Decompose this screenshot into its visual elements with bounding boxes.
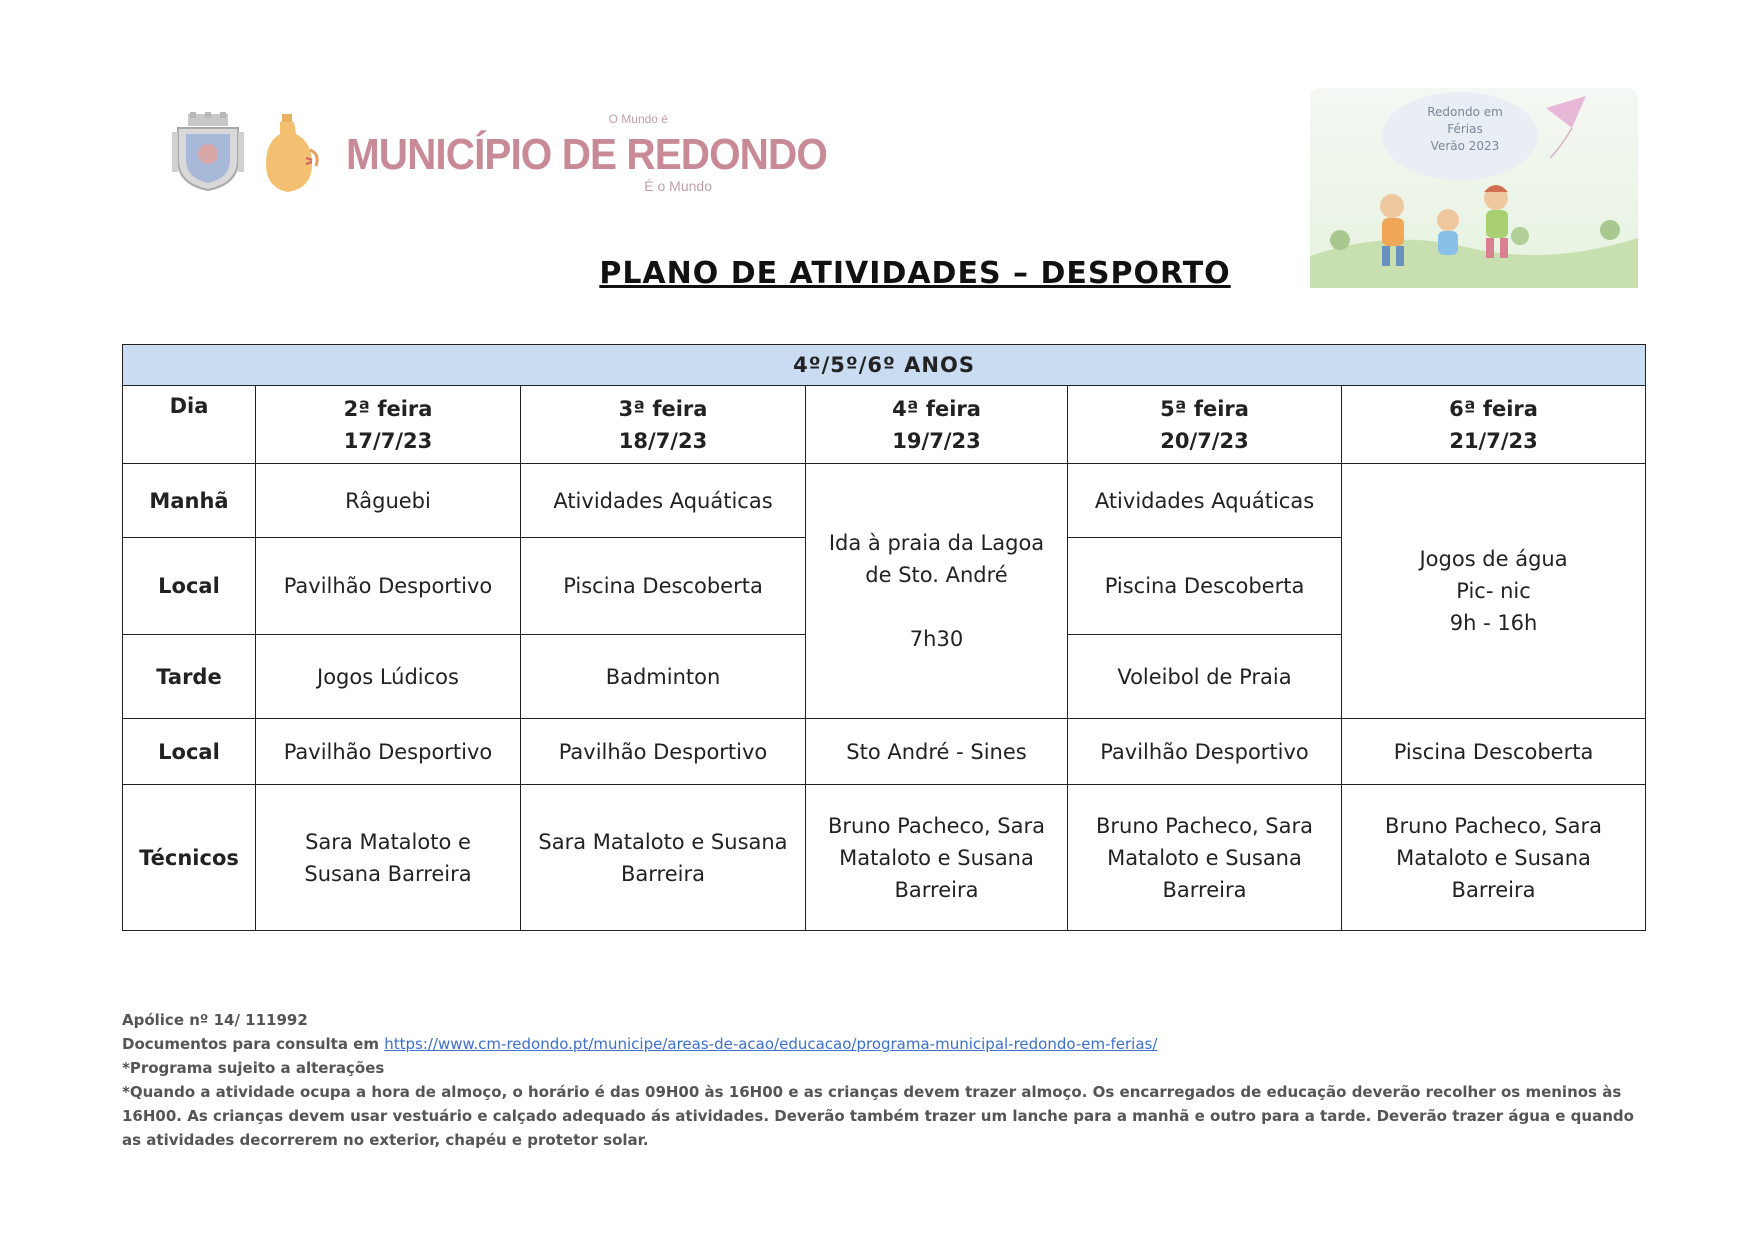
morning-location-thursday: Piscina Descoberta bbox=[1068, 538, 1342, 635]
documents-prefix: Documentos para consulta em bbox=[122, 1035, 379, 1053]
illustration-caption bbox=[1390, 104, 1540, 155]
afternoon-activity-tuesday: Badminton bbox=[521, 635, 806, 719]
insurance-policy: Apólice nº 14/ 111992 bbox=[122, 1011, 308, 1029]
row-label-local: Local bbox=[123, 719, 256, 785]
friday-activity-line: Jogos de água bbox=[1419, 547, 1568, 571]
day-header-thursday bbox=[1068, 386, 1342, 464]
municipality-brand bbox=[346, 108, 827, 198]
day-date: 21/7/23 bbox=[1449, 428, 1538, 453]
row-label-staff: Técnicos bbox=[123, 785, 256, 931]
day-header-friday bbox=[1342, 386, 1646, 464]
age-group-row bbox=[123, 345, 1646, 386]
morning-activity-monday: Râguebi bbox=[256, 464, 521, 538]
program-changes-note: *Programa sujeito a alterações bbox=[122, 1059, 385, 1077]
age-group-header: 4º/5º/6º ANOS bbox=[123, 345, 1646, 386]
lunch-schedule-note: *Quando a atividade ocupa a hora de almoço, o horário é das 09H00 às 16H00 e as crianças devem trazer almoço. Os encarregados de educação deverão recolher os meninos às 16H00. As crianças devem usar vestuário e calçado adequado ás atividades. Deverão também trazer um lanche para a manhã e outro para a tarde. Deverão trazer água e quando as atividades decorrerem no exterior, chapéu e protetor solar. bbox=[122, 1083, 1634, 1149]
day-label: Dia bbox=[123, 386, 256, 464]
days-header-row bbox=[123, 386, 1646, 464]
friday-activity-time: 9h - 16h bbox=[1449, 611, 1538, 635]
row-label-afternoon: Tarde bbox=[123, 635, 256, 719]
afternoon-location-monday: Pavilhão Desportivo bbox=[256, 719, 521, 785]
row-label-morning: Manhã bbox=[123, 464, 256, 538]
illustration-caption-line: Férias bbox=[1447, 122, 1483, 136]
staff-row bbox=[123, 785, 1646, 931]
afternoon-location-row bbox=[123, 719, 1646, 785]
footer-notes bbox=[122, 1008, 1645, 1152]
illustration-caption-line: Redondo em bbox=[1427, 105, 1503, 119]
staff-wednesday: Bruno Pacheco, Sara Mataloto e Susana Barreira bbox=[806, 785, 1068, 931]
documents-link[interactable]: https://www.cm-redondo.pt/municipe/areas-de-acao/educacao/programa-municipal-redondo-em-ferias/ bbox=[384, 1035, 1158, 1053]
afternoon-activity-monday: Jogos Lúdicos bbox=[256, 635, 521, 719]
row-label-local: Local bbox=[123, 538, 256, 635]
staff-friday: Bruno Pacheco, Sara Mataloto e Susana Barreira bbox=[1342, 785, 1646, 931]
friday-activity-cell bbox=[1342, 464, 1646, 719]
morning-location-monday: Pavilhão Desportivo bbox=[256, 538, 521, 635]
morning-location-tuesday: Piscina Descoberta bbox=[521, 538, 806, 635]
day-header-tuesday bbox=[521, 386, 806, 464]
day-name: 3ª feira bbox=[618, 396, 708, 421]
day-name: 2ª feira bbox=[343, 396, 433, 421]
wednesday-trip-cell bbox=[806, 464, 1068, 719]
day-date: 20/7/23 bbox=[1160, 428, 1249, 453]
municipal-crest-logo bbox=[168, 112, 248, 192]
afternoon-location-tuesday: Pavilhão Desportivo bbox=[521, 719, 806, 785]
afternoon-location-thursday: Pavilhão Desportivo bbox=[1068, 719, 1342, 785]
activity-schedule-table bbox=[122, 344, 1646, 931]
day-name: 5ª feira bbox=[1160, 396, 1249, 421]
morning-activity-tuesday: Atividades Aquáticas bbox=[521, 464, 806, 538]
illustration-caption-line: Verão 2023 bbox=[1430, 139, 1500, 153]
staff-tuesday: Sara Mataloto e Susana Barreira bbox=[521, 785, 806, 931]
wednesday-trip-line: Ida à praia da Lagoa bbox=[828, 531, 1045, 555]
day-header-monday bbox=[256, 386, 521, 464]
clay-jug-logo bbox=[262, 114, 320, 194]
afternoon-location-friday: Piscina Descoberta bbox=[1342, 719, 1646, 785]
day-date: 17/7/23 bbox=[343, 428, 433, 453]
afternoon-location-wednesday: Sto André - Sines bbox=[806, 719, 1068, 785]
day-date: 19/7/23 bbox=[892, 428, 981, 453]
wednesday-trip-time: 7h30 bbox=[909, 627, 964, 651]
day-name: 6ª feira bbox=[1449, 396, 1538, 421]
brand-tagline-bottom: É o Mundo bbox=[644, 178, 712, 194]
morning-row bbox=[123, 464, 1646, 538]
day-name: 4ª feira bbox=[892, 396, 981, 421]
brand-tagline-top: O Mundo é bbox=[608, 112, 668, 126]
brand-name: MUNICÍPIO DE REDONDO bbox=[346, 130, 827, 179]
documents-line bbox=[122, 1032, 1645, 1056]
wednesday-trip-line: de Sto. André bbox=[865, 563, 1008, 587]
document-title: PLANO DE ATIVIDADES – DESPORTO bbox=[599, 256, 1231, 291]
staff-monday: Sara Mataloto e Susana Barreira bbox=[256, 785, 521, 931]
day-header-wednesday bbox=[806, 386, 1068, 464]
day-date: 18/7/23 bbox=[618, 428, 708, 453]
afternoon-activity-thursday: Voleibol de Praia bbox=[1068, 635, 1342, 719]
staff-thursday: Bruno Pacheco, Sara Mataloto e Susana Barreira bbox=[1068, 785, 1342, 931]
morning-activity-thursday: Atividades Aquáticas bbox=[1068, 464, 1342, 538]
friday-activity-line: Pic- nic bbox=[1456, 579, 1531, 603]
